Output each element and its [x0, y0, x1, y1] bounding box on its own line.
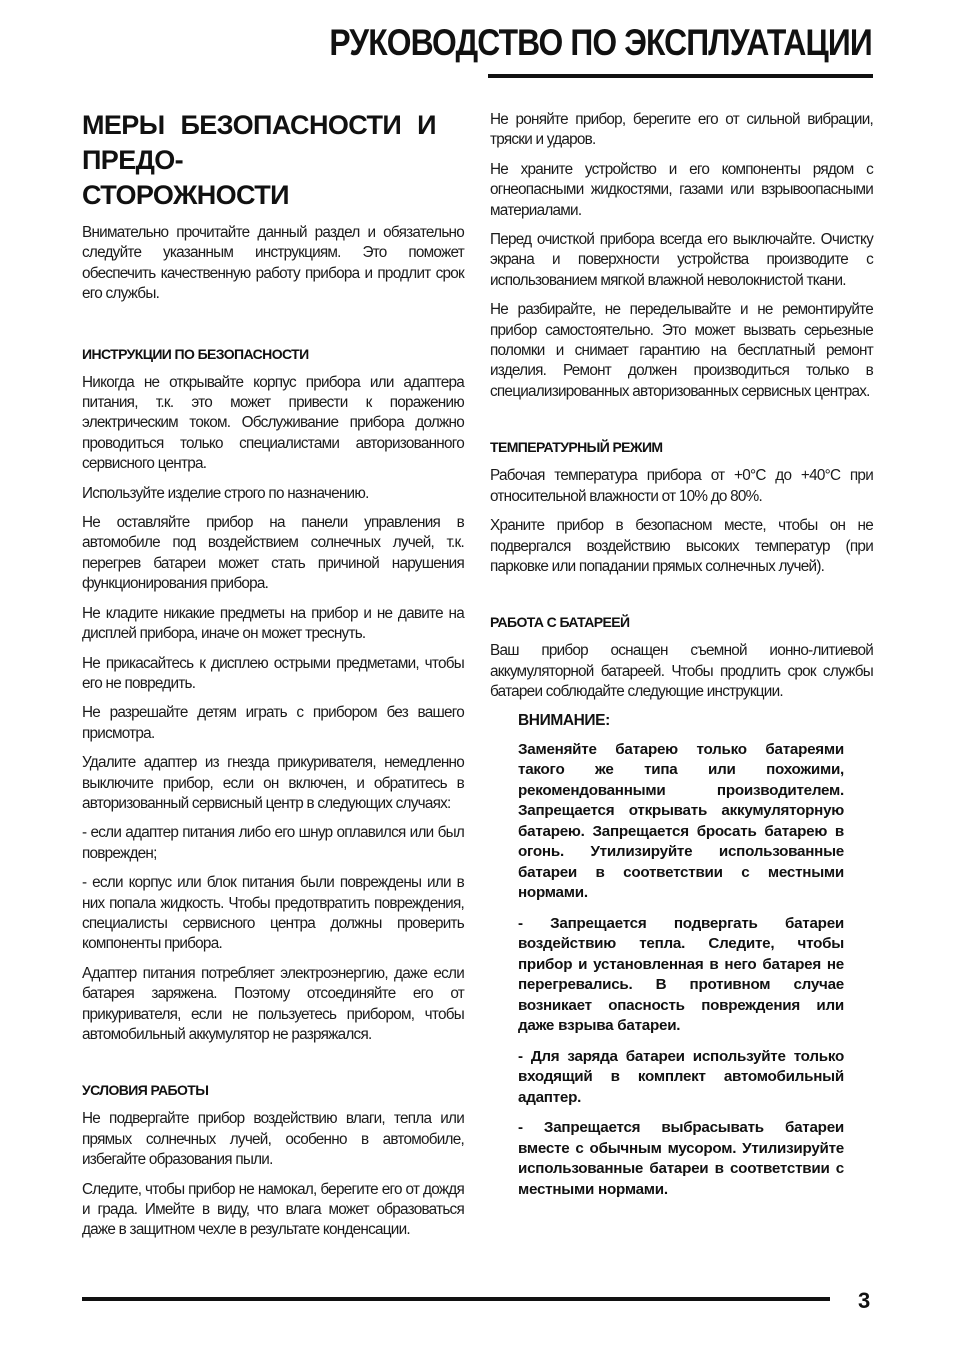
- safety-paragraph: Не разрешайте детям играть с прибором без вашего присмотра.: [82, 704, 464, 742]
- safety-paragraph: Не оставляйте прибор на панели управления в автомобиле под воздействием солнечных лучей, т.к. перегрев батареи может стать причиной нарушения функционирования прибора.: [82, 514, 464, 593]
- battery-heading: РАБОТА С БАТАРЕЕЙ: [490, 614, 630, 631]
- battery-intro-paragraph: Ваш прибор оснащен съемной ионно-литиевой аккумуляторной батареей. Чтобы продлить срок службы батареи соблюдайте следующие инструкции.: [490, 642, 873, 701]
- safety-paragraph: Никогда не открывайте корпус прибора или адаптера питания, т.к. это может привести к поражению электрическим током. Обслуживание прибора должно проводиться только специалистами авторизованного сервисного центра.: [82, 373, 464, 473]
- conditions-paragraph: Следите, чтобы прибор не намокал, берегите его от дождя и града. Имейте в виду, что влага может образоваться даже в защитном чехле в результате конденсации.: [82, 1180, 464, 1239]
- handling-paragraph: Не храните устройство и его компоненты рядом с огнеопасными жидкостями, газами или взрывоопасными материалами.: [490, 160, 873, 219]
- safety-paragraph: - если корпус или блок питания были повреждены или в них попала жидкость. Чтобы предотвратить повреждения, специалисты сервисного центра должны проверить компоненты прибора.: [82, 874, 464, 953]
- intro-paragraph: Внимательно прочитайте данный раздел и обязательно следуйте указанным инструкциям. Это поможет обеспечить качественную работу прибора и продлит срок его службы.: [82, 224, 464, 303]
- temperature-paragraph: Храните прибор в безопасном месте, чтобы он не подвергался воздействию высоких температур (при парковке или попадании прямых солнечных лучей).: [490, 517, 873, 575]
- handling-paragraph: Перед очисткой прибора всегда его выключайте. Очистку экрана и поверхности устройства производите с использованием мягкой влажной неволокнистой ткани.: [490, 231, 873, 289]
- footer-rule: [82, 1297, 830, 1301]
- safety-instructions-heading: ИНСТРУКЦИИ ПО БЕЗОПАСНОСТИ: [82, 345, 309, 362]
- page-header-title: РУКОВОДСТВО ПО ЭКСПЛУАТАЦИИ: [329, 22, 872, 63]
- handling-paragraph: Не роняйте прибор, берегите его от сильной вибрации, тряски и ударов.: [490, 111, 873, 149]
- left-column: [82, 108, 464, 1250]
- page-number: 3: [858, 1288, 871, 1313]
- warning-paragraph: - Запрещается выбрасывать батареи вместе с обычным мусором. Утилизируйте использованные батареи в соответствии с местными нормами.: [518, 1119, 844, 1198]
- warning-paragraph: Заменяйте батарею только батареями такого же типа или похожими, рекомендованными производителем. Запрещается открывать аккумуляторную батарею. Запрещается бросать батарею в огонь. Утилизируйте использованные батареи в соответствии с местными нормами.: [518, 740, 844, 902]
- working-conditions-heading: УСЛОВИЯ РАБОТЫ: [82, 1082, 209, 1099]
- section-title-line-1: МЕРЫ БЕЗОПАСНОСТИ И ПРЕДО-: [82, 110, 436, 175]
- temperature-paragraph: Рабочая температура прибора от +0°С до +40°С при относительной влажности от 10% до 80%.: [490, 467, 873, 505]
- safety-paragraph: Адаптер питания потребляет электроэнергию, даже если батарея заряжена. Поэтому отсоединяйте его от прикуривателя, если не пользуетесь прибором, чтобы автомобильный аккумулятор не разряжался.: [82, 964, 464, 1043]
- handling-paragraph: Не разбирайте, не переделывайте и не ремонтируйте прибор самостоятельно. Это может вызвать серьезные поломки и снимает гарантию на бесплатный ремонт изделия. Ремонт должен производиться только в специализированных авторизованных сервисных центрах.: [490, 301, 873, 400]
- warning-paragraph: - Запрещается подвергать батареи воздействию тепла. Следите, чтобы прибор и установленная в него батарея не перегревались. В противном случае возникает опасность повреждения или даже взрыва батареи.: [518, 914, 844, 1035]
- section-title-line-2: СТОРОЖНОСТИ: [82, 180, 289, 210]
- safety-paragraph: Используйте изделие строго по назначению.: [82, 484, 369, 502]
- conditions-paragraph: Не подвергайте прибор воздействию влаги, тепла или прямых солнечных лучей, особенно в автомобиле, избегайте образования пыли.: [82, 1110, 464, 1169]
- battery-warning-block: [518, 712, 844, 1201]
- section-title: [82, 108, 464, 213]
- safety-paragraph: Не прикасайтесь к дисплею острыми предметами, чтобы его не повредить.: [82, 654, 464, 692]
- safety-paragraph: - если адаптер питания либо его шнур оплавился или был поврежден;: [82, 824, 464, 862]
- header-rule: [488, 74, 873, 78]
- safety-paragraph: Не кладите никакие предметы на прибор и не давите на дисплей прибора, иначе он может треснуть.: [82, 604, 464, 643]
- warning-heading: ВНИМАНИЕ:: [518, 711, 610, 729]
- safety-paragraph: Удалите адаптер из гнезда прикуривателя, немедленно выключите прибор, если он включен, и обратитесь в авторизованный сервисный центр в следующих случаях:: [82, 754, 464, 812]
- warning-paragraph: - Для заряда батареи используйте только входящий в комплект автомобильный адаптер.: [518, 1047, 844, 1106]
- right-column: [490, 110, 873, 1210]
- temperature-mode-heading: ТЕМПЕРАТУРНЫЙ РЕЖИМ: [490, 439, 663, 456]
